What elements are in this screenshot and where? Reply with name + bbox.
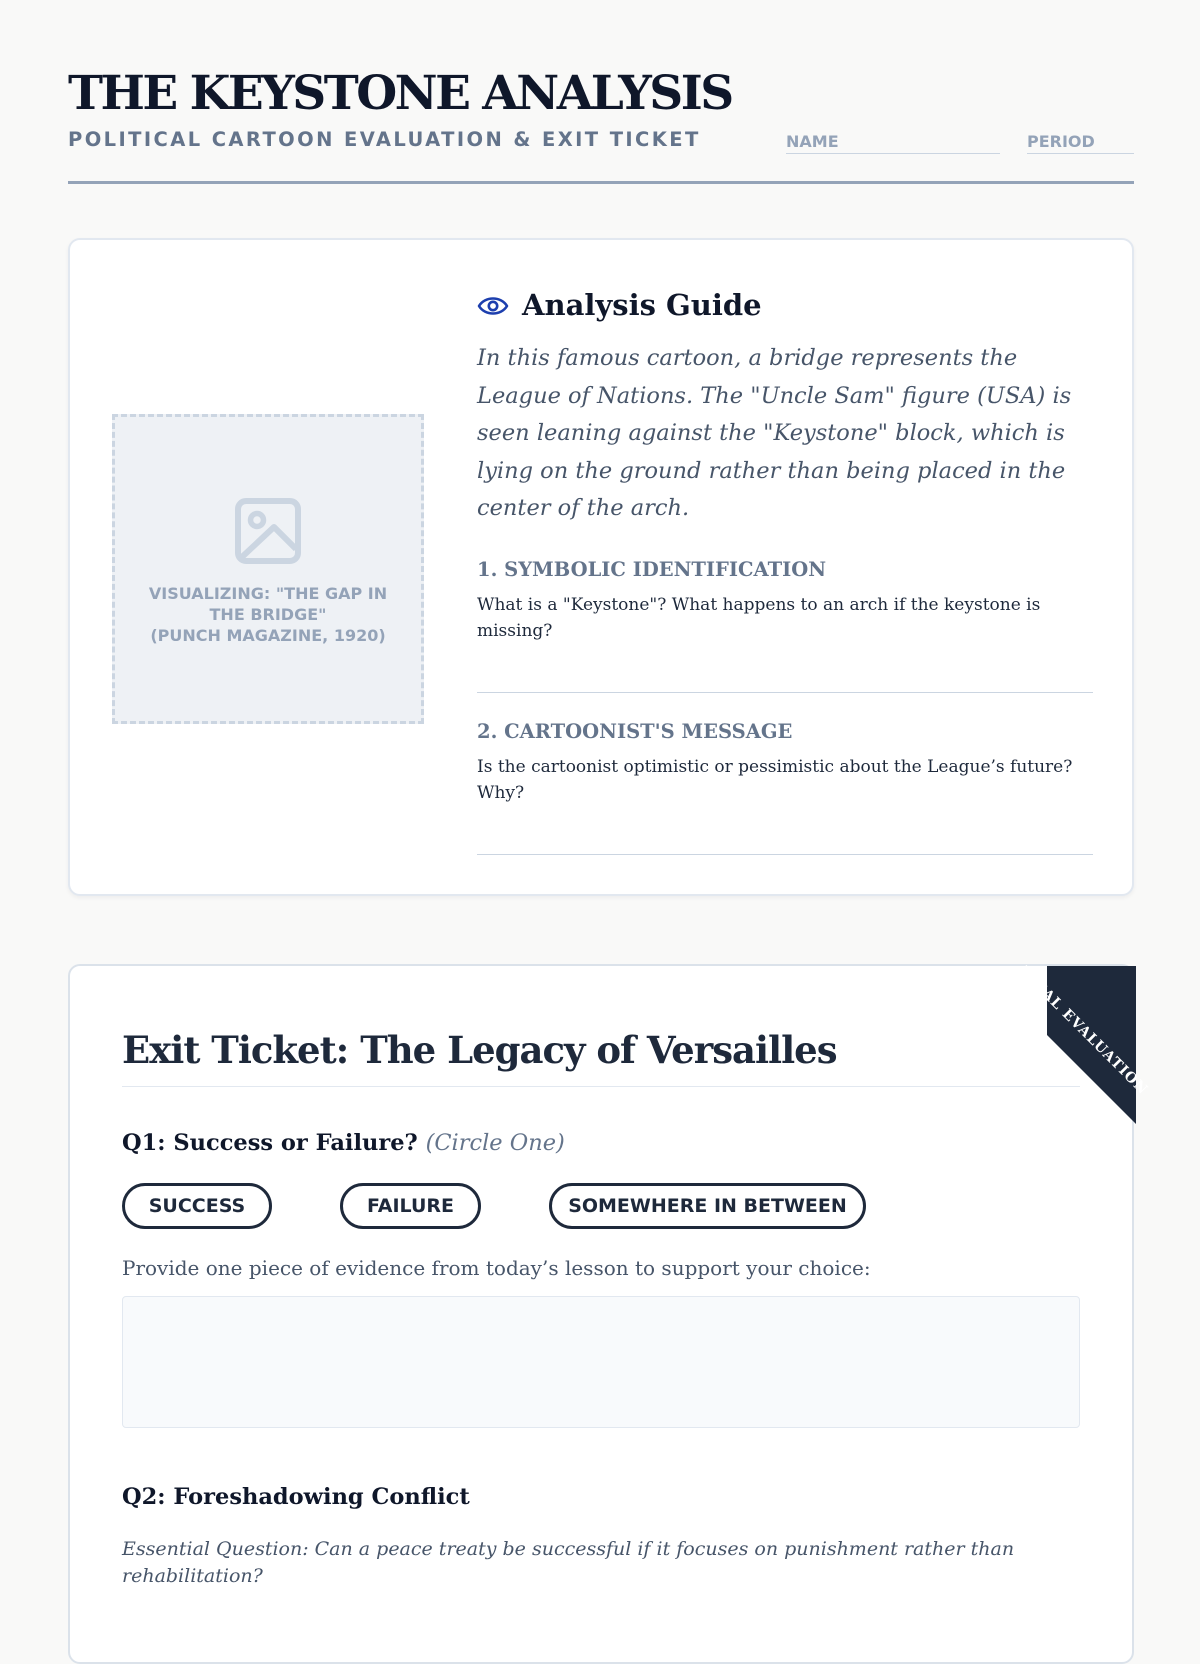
cartoon-caption-line: THE BRIDGE": [209, 605, 327, 624]
analysis-card: [68, 238, 1134, 896]
final-evaluation-ribbon: [906, 963, 1151, 1136]
question-heading: 1. SYMBOLIC IDENTIFICATION: [477, 558, 827, 581]
option-somewhere-in-between[interactable]: SOMEWHERE IN BETWEEN: [549, 1183, 866, 1229]
image-icon: [234, 497, 302, 565]
cartoon-caption-line: (PUNCH MAGAZINE, 1920): [150, 626, 386, 645]
option-failure[interactable]: FAILURE: [340, 1183, 481, 1229]
q1-label: Q1: Success or Failure?: [122, 1130, 418, 1156]
q2-heading: Q2: Foreshadowing Conflict: [122, 1484, 470, 1510]
eye-icon: [477, 293, 509, 319]
essential-question: Essential Question: Can a peace treaty be successful if it focuses on punishment rather than rehabilitation?: [122, 1538, 1015, 1587]
question-text: What is a "Keystone"? What happens to an arch if the keystone is missing?: [477, 595, 1041, 641]
divider: [122, 1086, 1080, 1087]
analysis-guide-title: Analysis Guide: [522, 288, 762, 322]
worksheet-header: [68, 66, 1134, 184]
evidence-answer-field[interactable]: [122, 1296, 1080, 1428]
q1-hint: (Circle One): [425, 1130, 565, 1156]
question-text: Is the cartoonist optimistic or pessimistic about the League’s future? Why?: [477, 757, 1073, 803]
evidence-prompt: Provide one piece of evidence from today’s lesson to support your choice:: [122, 1256, 871, 1280]
exit-ticket-card: [68, 963, 1151, 1664]
page-title: THE KEYSTONE ANALYSIS: [68, 66, 732, 121]
exit-ticket-title: Exit Ticket: The Legacy of Versailles: [122, 1028, 837, 1072]
period-field[interactable]: [1027, 124, 1134, 154]
option-success[interactable]: SUCCESS: [122, 1183, 272, 1229]
question-heading: 2. CARTOONIST'S MESSAGE: [477, 720, 793, 743]
cartoon-caption-line: VISUALIZING: "THE GAP IN: [148, 584, 388, 603]
q1-heading: [122, 1130, 565, 1156]
answer-line[interactable]: [477, 692, 1093, 693]
analysis-guide-intro: In this famous cartoon, a bridge represents the League of Nations. The "Uncle Sam" figure (USA) is seen leaning against the "Keystone" block, which is lying on the ground rather than being placed in the center of the arch.: [477, 345, 1072, 521]
cartoon-placeholder: [112, 414, 424, 724]
ribbon-label: FINAL EVALUATION: [1015, 963, 1151, 1099]
cartoon-caption: [139, 583, 397, 646]
page-subtitle: POLITICAL CARTOON EVALUATION & EXIT TICKET: [68, 128, 701, 151]
name-field[interactable]: [786, 124, 1000, 154]
answer-line[interactable]: [477, 854, 1093, 855]
